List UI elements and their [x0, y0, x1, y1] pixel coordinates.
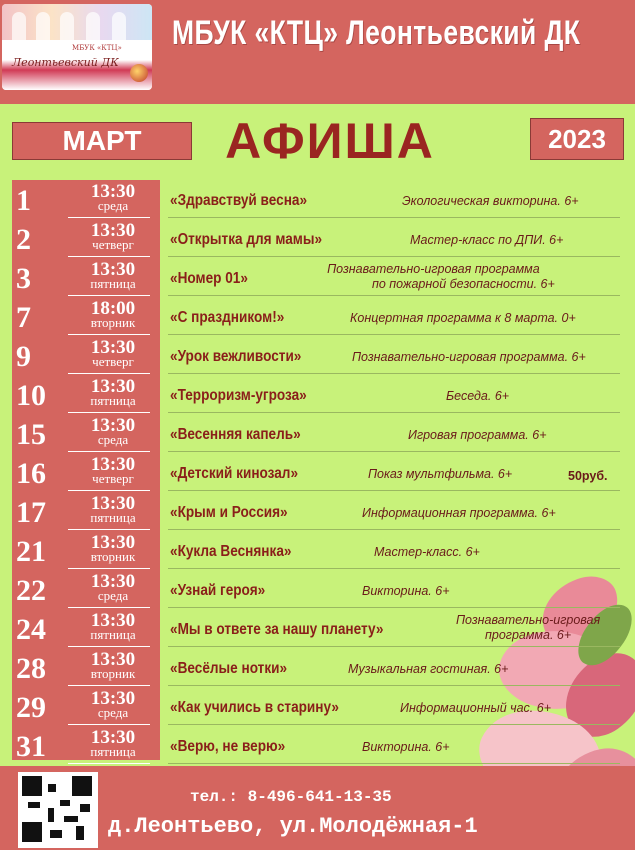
row-divider	[168, 295, 620, 296]
event-description	[350, 311, 576, 326]
event-weekday: пятница	[90, 393, 136, 408]
event-day: 24	[16, 613, 46, 646]
logo-name: Леонтьевский ДК	[12, 56, 119, 69]
event-time: 13:30	[90, 727, 136, 748]
event-row	[0, 494, 635, 533]
event-row	[0, 650, 635, 689]
event-row	[0, 455, 635, 494]
event-time: 13:30	[90, 181, 136, 202]
event-description	[456, 613, 600, 643]
event-day: 28	[16, 652, 46, 685]
event-time: 13:30	[90, 571, 136, 592]
row-divider	[168, 412, 620, 413]
event-day: 7	[16, 301, 31, 334]
row-divider	[168, 217, 620, 218]
event-row	[0, 572, 635, 611]
event-description-line: Мастер-класс. 6+	[374, 545, 480, 559]
year-badge: 2023	[530, 118, 624, 160]
date-separator	[68, 763, 150, 764]
event-description-line: Музыкальная гостиная. 6+	[348, 662, 509, 676]
event-description-line: по пожарной безопасности. 6+	[372, 277, 555, 291]
date-separator	[68, 373, 150, 374]
event-title: «Мы в ответе за нашу планету»	[170, 621, 384, 638]
row-divider	[168, 334, 620, 335]
date-separator	[68, 685, 150, 686]
event-row	[0, 182, 635, 221]
event-title: «Как учились в старину»	[170, 699, 339, 716]
event-description-line: Концертная программа к 8 марта. 0+	[350, 311, 576, 325]
event-description-line: Мастер-класс по ДПИ. 6+	[410, 233, 564, 247]
event-day: 29	[16, 691, 46, 724]
event-row	[0, 533, 635, 572]
event-title: «Крым и Россия»	[170, 504, 288, 521]
event-time: 13:30	[90, 610, 136, 631]
row-divider	[168, 373, 620, 374]
event-description	[312, 262, 555, 292]
row-divider	[168, 607, 620, 608]
date-separator	[68, 646, 150, 647]
event-weekday: четверг	[92, 354, 134, 369]
event-weekday: пятница	[90, 744, 136, 759]
event-weekday: среда	[97, 198, 129, 213]
date-separator	[68, 412, 150, 413]
event-description	[352, 350, 586, 365]
event-row	[0, 260, 635, 299]
event-row	[0, 338, 635, 377]
row-divider	[168, 451, 620, 452]
event-weekday: вторник	[90, 666, 136, 681]
row-divider	[168, 568, 620, 569]
event-row	[0, 689, 635, 728]
event-title: «Кукла Веснянка»	[170, 543, 292, 560]
event-description	[402, 194, 579, 209]
event-description-line: Познавательно-игровая	[456, 613, 601, 627]
event-description-line: Показ мультфильма. 6+	[368, 467, 513, 481]
date-separator	[68, 529, 150, 530]
event-row	[0, 416, 635, 455]
qr-code-image[interactable]	[18, 772, 98, 848]
date-separator	[68, 217, 150, 218]
event-time: 13:30	[90, 376, 136, 397]
event-day: 22	[16, 574, 46, 607]
logo-org-small: МБУК «КТЦ»	[72, 44, 122, 52]
event-description	[362, 740, 450, 755]
event-time: 13:30	[90, 649, 136, 670]
event-description-line: Познавательно-игровая программа. 6+	[352, 350, 586, 364]
event-weekday: среда	[97, 588, 129, 603]
event-description	[446, 389, 509, 404]
row-divider	[168, 256, 620, 257]
event-description	[348, 662, 508, 677]
event-time: 13:30	[90, 493, 136, 514]
afisha-heading: АФИША	[225, 113, 435, 169]
event-price: 50руб.	[568, 469, 608, 483]
event-time: 13:30	[90, 220, 136, 241]
event-day: 31	[16, 730, 46, 763]
event-title: «Здравствуй весна»	[170, 192, 308, 209]
event-day: 10	[16, 379, 46, 412]
month-badge: МАРТ	[12, 122, 192, 160]
event-description	[368, 467, 512, 482]
event-description	[362, 584, 450, 599]
event-weekday: вторник	[90, 549, 136, 564]
event-row	[0, 377, 635, 416]
date-separator	[68, 607, 150, 608]
event-description-line: Познавательно-игровая программа	[327, 262, 540, 276]
event-day: 9	[16, 340, 31, 373]
event-description	[374, 545, 480, 560]
event-title: «Терроризм-угроза»	[170, 387, 307, 404]
row-divider	[168, 685, 620, 686]
event-description-line: Информационная программа. 6+	[362, 506, 556, 520]
event-title: «Весёлые нотки»	[170, 660, 288, 677]
event-weekday: среда	[97, 705, 129, 720]
row-divider	[168, 763, 620, 764]
event-description-line: Экологическая викторина. 6+	[402, 194, 579, 208]
event-weekday: пятница	[90, 276, 136, 291]
event-description	[410, 233, 563, 248]
phone-number: тел.: 8-496-641-13-35	[190, 788, 392, 806]
date-separator	[68, 334, 150, 335]
event-title: «С праздником!»	[170, 309, 285, 326]
event-time: 18:00	[90, 298, 136, 319]
event-row	[0, 611, 635, 650]
event-title: «Весенняя капель»	[170, 426, 301, 443]
event-description	[400, 701, 551, 716]
date-separator	[68, 568, 150, 569]
logo	[2, 4, 152, 90]
event-title: «Номер 01»	[170, 270, 248, 287]
event-day: 2	[16, 223, 31, 256]
event-description-line: программа. 6+	[485, 628, 572, 642]
event-time: 13:30	[90, 337, 136, 358]
event-day: 17	[16, 496, 46, 529]
event-description-line: Информационный час. 6+	[400, 701, 551, 715]
event-time: 13:30	[90, 259, 136, 280]
row-divider	[168, 529, 620, 530]
event-row	[0, 299, 635, 338]
logo-dancers-image	[2, 4, 152, 44]
event-title: «Открытка для мамы»	[170, 231, 323, 248]
event-day: 3	[16, 262, 31, 295]
event-day: 1	[16, 184, 31, 217]
event-description	[408, 428, 547, 443]
header-band	[0, 0, 635, 104]
event-description-line: Игровая программа. 6+	[408, 428, 547, 442]
event-title: «Детский кинозал»	[170, 465, 299, 482]
event-weekday: вторник	[90, 315, 136, 330]
event-time: 13:30	[90, 415, 136, 436]
date-separator	[68, 724, 150, 725]
event-day: 21	[16, 535, 46, 568]
event-description-line: Беседа. 6+	[446, 389, 510, 403]
event-time: 13:30	[90, 532, 136, 553]
event-weekday: среда	[97, 432, 129, 447]
event-weekday: четверг	[92, 471, 134, 486]
event-title: «Узнай героя»	[170, 582, 266, 599]
event-description-line: Викторина. 6+	[362, 584, 450, 598]
event-title: «Верю, не верю»	[170, 738, 286, 755]
event-description	[362, 506, 556, 521]
event-time: 13:30	[90, 454, 136, 475]
event-time: 13:30	[90, 688, 136, 709]
row-divider	[168, 724, 620, 725]
event-day: 15	[16, 418, 46, 451]
event-weekday: пятница	[90, 627, 136, 642]
date-separator	[68, 295, 150, 296]
date-separator	[68, 256, 150, 257]
row-divider	[168, 490, 620, 491]
date-separator	[68, 490, 150, 491]
event-title: «Урок вежливости»	[170, 348, 302, 365]
row-divider	[168, 646, 620, 647]
page-title: МБУК «КТЦ» Леонтьевский ДК	[172, 14, 581, 52]
event-weekday: пятница	[90, 510, 136, 525]
event-day: 16	[16, 457, 46, 490]
event-row	[0, 728, 635, 767]
logo-emblem-icon	[130, 64, 148, 82]
event-description-line: Викторина. 6+	[362, 740, 450, 754]
event-weekday: четверг	[92, 237, 134, 252]
date-separator	[68, 451, 150, 452]
address: д.Леонтьево, ул.Молодёжная-1	[108, 814, 478, 839]
event-row	[0, 221, 635, 260]
